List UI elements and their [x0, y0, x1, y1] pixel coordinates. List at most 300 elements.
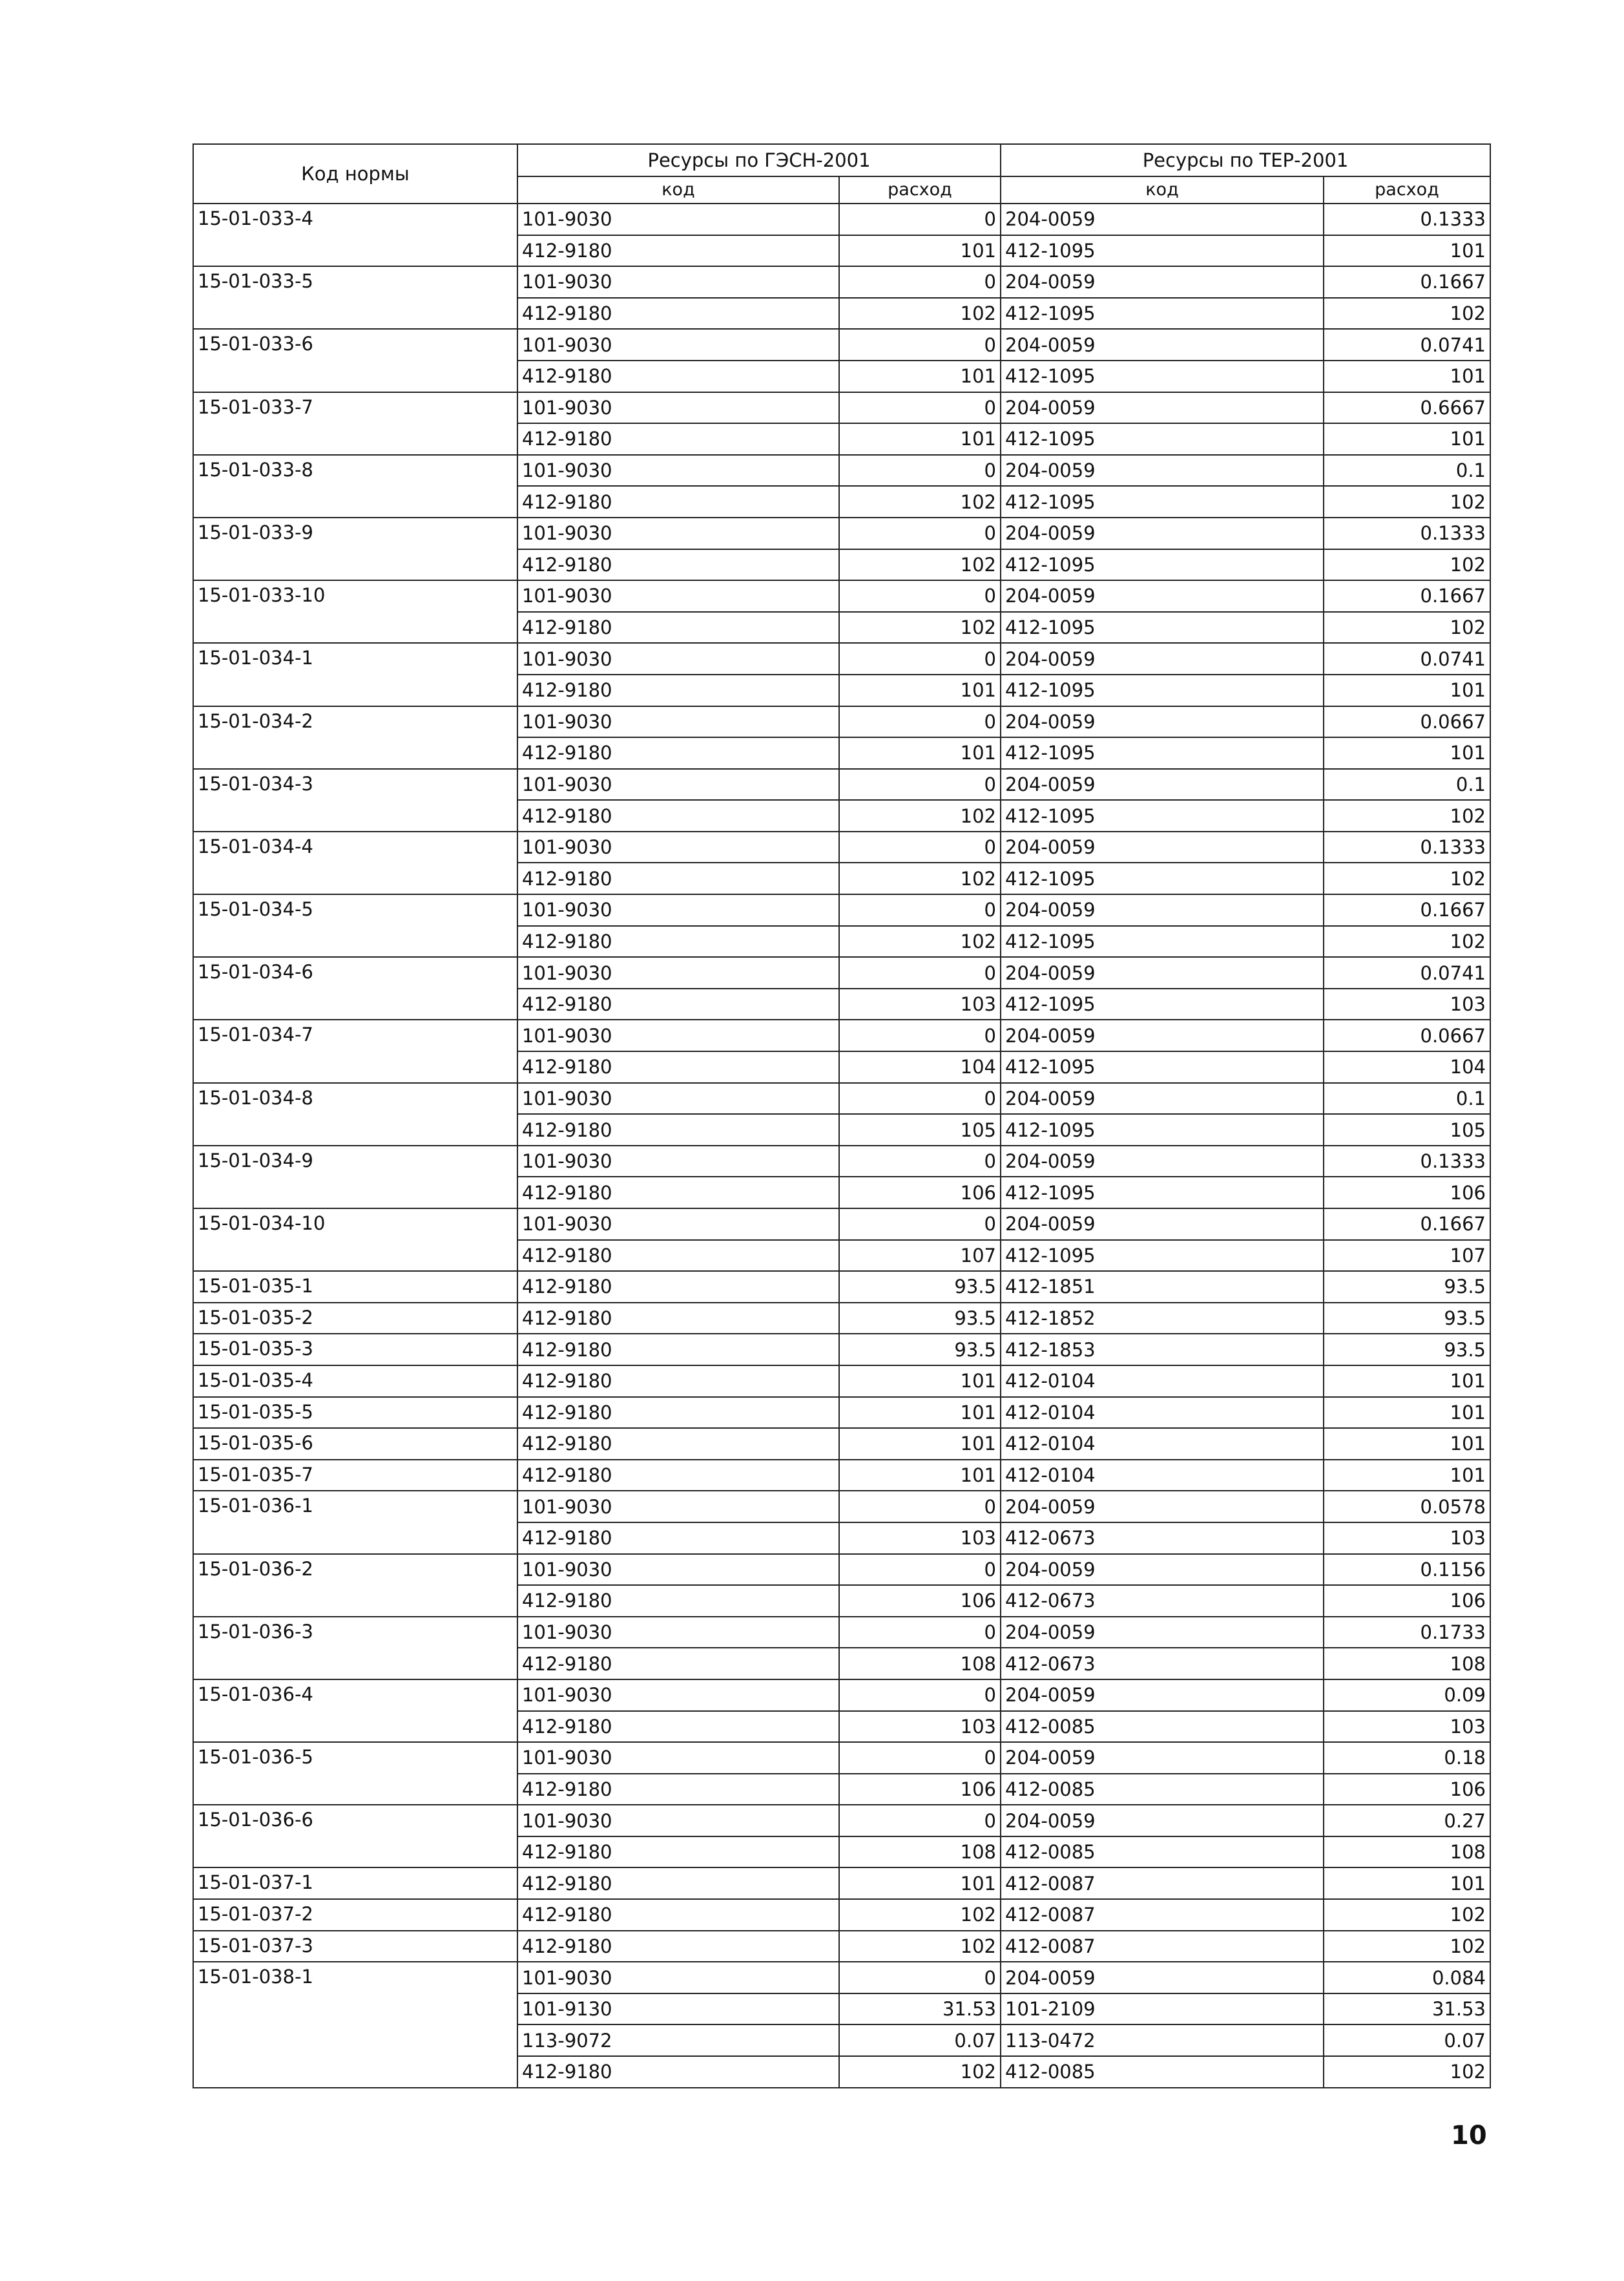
ter-consumption-cell: 105	[1324, 1114, 1490, 1146]
gesn-code-cell: 101-9030	[517, 1554, 839, 1586]
ter-code-cell: 204-0059	[1001, 266, 1324, 298]
ter-code-cell: 412-1095	[1001, 361, 1324, 392]
gesn-code-cell: 412-9180	[517, 423, 839, 455]
ter-consumption-cell: 0.1333	[1324, 832, 1490, 863]
table-row	[193, 1397, 1490, 1429]
gesn-consumption-cell: 108	[839, 1836, 1001, 1868]
gesn-consumption-cell: 0	[839, 1554, 1001, 1586]
ter-consumption-cell: 103	[1324, 989, 1490, 1020]
gesn-consumption-cell: 0	[839, 1146, 1001, 1177]
ter-consumption-cell: 0.6667	[1324, 392, 1490, 424]
table-row	[193, 1365, 1490, 1397]
ter-consumption-cell: 102	[1324, 486, 1490, 518]
gesn-consumption-cell: 101	[839, 361, 1001, 392]
ter-code-cell: 412-1095	[1001, 612, 1324, 644]
gesn-code-cell: 412-9180	[517, 1774, 839, 1805]
gesn-code-cell: 412-9180	[517, 1365, 839, 1397]
gesn-code-cell: 412-9180	[517, 549, 839, 581]
ter-code-cell: 204-0059	[1001, 329, 1324, 361]
ter-consumption-cell: 102	[1324, 863, 1490, 894]
gesn-code-cell: 101-9030	[517, 1083, 839, 1115]
ter-consumption-cell: 0.27	[1324, 1805, 1490, 1836]
ter-code-cell: 412-0673	[1001, 1648, 1324, 1679]
gesn-consumption-cell: 102	[839, 800, 1001, 832]
gesn-code-cell: 101-9030	[517, 1679, 839, 1711]
ter-consumption-header: расход	[1324, 176, 1490, 204]
ter-code-cell: 412-1095	[1001, 235, 1324, 267]
gesn-code-cell: 101-9030	[517, 957, 839, 989]
ter-consumption-cell: 101	[1324, 361, 1490, 392]
norm-code-cell: 15-01-036-5	[193, 1742, 517, 1805]
norm-code-cell: 15-01-034-9	[193, 1146, 517, 1208]
norm-code-cell: 15-01-034-8	[193, 1083, 517, 1146]
ter-code-cell: 204-0059	[1001, 204, 1324, 235]
ter-code-cell: 204-0059	[1001, 1617, 1324, 1648]
ter-consumption-cell: 0.1	[1324, 455, 1490, 487]
ter-consumption-cell: 104	[1324, 1051, 1490, 1083]
ter-code-cell: 412-0085	[1001, 1711, 1324, 1743]
norm-code-cell: 15-01-037-1	[193, 1867, 517, 1899]
ter-code-cell: 412-1095	[1001, 486, 1324, 518]
ter-consumption-cell: 0.1667	[1324, 266, 1490, 298]
gesn-code-cell: 101-9030	[517, 706, 839, 738]
ter-consumption-cell: 0.1667	[1324, 580, 1490, 612]
ter-consumption-cell: 101	[1324, 737, 1490, 769]
table-row	[193, 832, 1490, 863]
gesn-consumption-cell: 0	[839, 643, 1001, 675]
norm-code-cell: 15-01-034-4	[193, 832, 517, 894]
table-row	[193, 266, 1490, 298]
norm-code-cell: 15-01-034-10	[193, 1208, 517, 1271]
ter-consumption-cell: 93.5	[1324, 1271, 1490, 1303]
ter-consumption-cell: 0.0741	[1324, 643, 1490, 675]
gesn-consumption-cell: 101	[839, 1365, 1001, 1397]
gesn-consumption-cell: 101	[839, 423, 1001, 455]
gesn-consumption-cell: 93.5	[839, 1334, 1001, 1365]
ter-code-cell: 204-0059	[1001, 455, 1324, 487]
table-row	[193, 204, 1490, 235]
ter-consumption-cell: 0.0667	[1324, 1020, 1490, 1051]
gesn-code-cell: 412-9180	[517, 737, 839, 769]
table-row	[193, 957, 1490, 989]
norm-code-cell: 15-01-034-6	[193, 957, 517, 1020]
ter-consumption-cell: 102	[1324, 549, 1490, 581]
ter-code-cell: 101-2109	[1001, 1993, 1324, 2025]
norm-code-cell: 15-01-038-1	[193, 1962, 517, 2087]
ter-code-cell: 204-0059	[1001, 706, 1324, 738]
norm-code-cell: 15-01-035-4	[193, 1365, 517, 1397]
table-row	[193, 1334, 1490, 1365]
gesn-code-cell: 412-9180	[517, 1899, 839, 1931]
norm-code-cell: 15-01-036-3	[193, 1617, 517, 1679]
gesn-code-header: код	[517, 176, 839, 204]
table-row	[193, 1271, 1490, 1303]
gesn-consumption-cell: 0	[839, 580, 1001, 612]
gesn-code-cell: 412-9180	[517, 1334, 839, 1365]
gesn-code-cell: 412-9180	[517, 2056, 839, 2088]
ter-consumption-cell: 107	[1324, 1240, 1490, 1272]
gesn-consumption-cell: 0	[839, 392, 1001, 424]
ter-code-cell: 204-0059	[1001, 1679, 1324, 1711]
gesn-code-cell: 412-9180	[517, 1051, 839, 1083]
ter-code-cell: 412-1095	[1001, 989, 1324, 1020]
norm-code-cell: 15-01-033-5	[193, 266, 517, 329]
ter-consumption-cell: 102	[1324, 800, 1490, 832]
ter-header: Ресурсы по ТЕР-2001	[1001, 144, 1490, 176]
table-row	[193, 1742, 1490, 1774]
ter-code-cell: 412-1095	[1001, 298, 1324, 330]
gesn-code-cell: 101-9030	[517, 1742, 839, 1774]
table-row	[193, 1679, 1490, 1711]
ter-code-cell: 412-0085	[1001, 1774, 1324, 1805]
ter-code-cell: 204-0059	[1001, 580, 1324, 612]
table-row	[193, 1460, 1490, 1491]
gesn-code-cell: 101-9030	[517, 204, 839, 235]
ter-consumption-cell: 0.1333	[1324, 1146, 1490, 1177]
ter-code-cell: 412-1095	[1001, 800, 1324, 832]
ter-code-cell: 204-0059	[1001, 769, 1324, 801]
gesn-code-cell: 101-9030	[517, 580, 839, 612]
gesn-code-cell: 412-9180	[517, 989, 839, 1020]
gesn-consumption-cell: 103	[839, 1522, 1001, 1554]
norm-code-cell: 15-01-035-2	[193, 1303, 517, 1334]
ter-consumption-cell: 0.09	[1324, 1679, 1490, 1711]
table-row	[193, 518, 1490, 549]
norm-code-cell: 15-01-037-3	[193, 1931, 517, 1962]
gesn-code-cell: 101-9030	[517, 1146, 839, 1177]
norm-code-cell: 15-01-036-4	[193, 1679, 517, 1742]
ter-consumption-cell: 0.084	[1324, 1962, 1490, 1993]
gesn-consumption-cell: 101	[839, 1397, 1001, 1429]
table-row	[193, 455, 1490, 487]
gesn-code-cell: 412-9180	[517, 1271, 839, 1303]
gesn-code-cell: 412-9180	[517, 1177, 839, 1208]
ter-consumption-cell: 0.0667	[1324, 706, 1490, 738]
gesn-code-cell: 412-9180	[517, 1397, 839, 1429]
gesn-consumption-cell: 0	[839, 832, 1001, 863]
ter-code-cell: 412-1851	[1001, 1271, 1324, 1303]
ter-consumption-cell: 106	[1324, 1177, 1490, 1208]
ter-consumption-cell: 102	[1324, 926, 1490, 958]
gesn-code-cell: 101-9030	[517, 1805, 839, 1836]
table-row	[193, 1554, 1490, 1586]
gesn-consumption-cell: 0	[839, 1491, 1001, 1522]
ter-code-cell: 204-0059	[1001, 1742, 1324, 1774]
gesn-code-cell: 412-9180	[517, 1303, 839, 1334]
norm-code-cell: 15-01-033-9	[193, 518, 517, 580]
gesn-code-cell: 412-9180	[517, 1114, 839, 1146]
gesn-code-cell: 101-9030	[517, 329, 839, 361]
norm-code-cell: 15-01-036-2	[193, 1554, 517, 1617]
gesn-code-cell: 412-9180	[517, 1240, 839, 1272]
gesn-consumption-cell: 102	[839, 486, 1001, 518]
gesn-consumption-cell: 101	[839, 1867, 1001, 1899]
table-row	[193, 1899, 1490, 1931]
gesn-consumption-cell: 0	[839, 769, 1001, 801]
ter-code-cell: 204-0059	[1001, 643, 1324, 675]
gesn-code-cell: 412-9180	[517, 863, 839, 894]
gesn-consumption-cell: 0	[839, 204, 1001, 235]
ter-consumption-cell: 0.1667	[1324, 894, 1490, 926]
ter-code-cell: 412-1095	[1001, 1177, 1324, 1208]
page-number: 10	[1451, 2121, 1487, 2150]
gesn-consumption-cell: 0.07	[839, 2024, 1001, 2056]
gesn-consumption-cell: 103	[839, 989, 1001, 1020]
gesn-code-cell: 101-9030	[517, 266, 839, 298]
norm-code-cell: 15-01-035-1	[193, 1271, 517, 1303]
ter-consumption-cell: 93.5	[1324, 1334, 1490, 1365]
gesn-code-cell: 101-9030	[517, 643, 839, 675]
header-row	[193, 144, 1490, 176]
gesn-consumption-cell: 103	[839, 1711, 1001, 1743]
ter-code-cell: 204-0059	[1001, 1146, 1324, 1177]
norm-code-cell: 15-01-035-5	[193, 1397, 517, 1429]
table-row	[193, 643, 1490, 675]
gesn-consumption-cell: 102	[839, 549, 1001, 581]
gesn-consumption-cell: 102	[839, 298, 1001, 330]
ter-consumption-cell: 101	[1324, 1428, 1490, 1460]
table-row	[193, 894, 1490, 926]
ter-consumption-cell: 101	[1324, 1867, 1490, 1899]
table-row	[193, 1020, 1490, 1051]
ter-consumption-cell: 108	[1324, 1648, 1490, 1679]
gesn-consumption-cell: 106	[839, 1585, 1001, 1617]
gesn-consumption-cell: 107	[839, 1240, 1001, 1272]
gesn-code-cell: 101-9030	[517, 1617, 839, 1648]
ter-code-cell: 412-1095	[1001, 737, 1324, 769]
gesn-code-cell: 412-9180	[517, 1648, 839, 1679]
table-row	[193, 1617, 1490, 1648]
gesn-consumption-cell: 106	[839, 1774, 1001, 1805]
gesn-code-cell: 412-9180	[517, 1522, 839, 1554]
ter-consumption-cell: 101	[1324, 675, 1490, 706]
table-row	[193, 769, 1490, 801]
ter-consumption-cell: 101	[1324, 423, 1490, 455]
ter-code-cell: 412-0104	[1001, 1428, 1324, 1460]
ter-code-cell: 204-0059	[1001, 1491, 1324, 1522]
ter-consumption-cell: 101	[1324, 235, 1490, 267]
ter-code-cell: 412-1095	[1001, 1114, 1324, 1146]
norm-code-cell: 15-01-034-5	[193, 894, 517, 957]
gesn-consumption-cell: 93.5	[839, 1271, 1001, 1303]
ter-code-cell: 412-0104	[1001, 1365, 1324, 1397]
ter-code-cell: 412-1095	[1001, 863, 1324, 894]
table-row	[193, 329, 1490, 361]
gesn-code-cell: 101-9030	[517, 1491, 839, 1522]
ter-consumption-cell: 102	[1324, 1899, 1490, 1931]
gesn-consumption-cell: 101	[839, 737, 1001, 769]
ter-code-cell: 412-0087	[1001, 1867, 1324, 1899]
gesn-code-cell: 101-9030	[517, 832, 839, 863]
gesn-consumption-cell: 0	[839, 894, 1001, 926]
ter-code-cell: 412-1853	[1001, 1334, 1324, 1365]
gesn-code-cell: 101-9030	[517, 392, 839, 424]
ter-consumption-cell: 0.1	[1324, 769, 1490, 801]
ter-consumption-cell: 31.53	[1324, 1993, 1490, 2025]
table-row	[193, 1931, 1490, 1962]
ter-code-cell: 412-1095	[1001, 1240, 1324, 1272]
gesn-code-cell: 101-9030	[517, 518, 839, 549]
norm-code-header: Код нормы	[193, 144, 517, 204]
ter-consumption-cell: 0.0741	[1324, 957, 1490, 989]
ter-code-cell: 412-1095	[1001, 1051, 1324, 1083]
table-row	[193, 1491, 1490, 1522]
ter-consumption-cell: 101	[1324, 1397, 1490, 1429]
gesn-consumption-cell: 0	[839, 1742, 1001, 1774]
ter-consumption-cell: 0.1	[1324, 1083, 1490, 1115]
gesn-code-cell: 412-9180	[517, 926, 839, 958]
ter-code-cell: 412-1095	[1001, 926, 1324, 958]
gesn-consumption-cell: 93.5	[839, 1303, 1001, 1334]
ter-code-cell: 204-0059	[1001, 894, 1324, 926]
gesn-consumption-cell: 0	[839, 957, 1001, 989]
table-row	[193, 580, 1490, 612]
ter-code-cell: 412-0085	[1001, 1836, 1324, 1868]
gesn-consumption-cell: 102	[839, 863, 1001, 894]
table-row	[193, 1805, 1490, 1836]
gesn-consumption-cell: 0	[839, 1617, 1001, 1648]
gesn-consumption-cell: 31.53	[839, 1993, 1001, 2025]
ter-code-cell: 412-0104	[1001, 1460, 1324, 1491]
gesn-code-cell: 412-9180	[517, 1931, 839, 1962]
gesn-consumption-cell: 102	[839, 612, 1001, 644]
table-row	[193, 1962, 1490, 1993]
table-row	[193, 706, 1490, 738]
ter-consumption-cell: 106	[1324, 1774, 1490, 1805]
table-row	[193, 1146, 1490, 1177]
ter-code-cell: 204-0059	[1001, 1554, 1324, 1586]
table-row	[193, 392, 1490, 424]
norm-code-cell: 15-01-033-7	[193, 392, 517, 455]
norm-code-cell: 15-01-034-7	[193, 1020, 517, 1082]
gesn-code-cell: 412-9180	[517, 612, 839, 644]
gesn-consumption-cell: 101	[839, 1428, 1001, 1460]
ter-consumption-cell: 102	[1324, 612, 1490, 644]
gesn-code-cell: 101-9030	[517, 1208, 839, 1240]
gesn-code-cell: 101-9030	[517, 769, 839, 801]
gesn-consumption-cell: 0	[839, 1020, 1001, 1051]
ter-consumption-cell: 0.1333	[1324, 204, 1490, 235]
gesn-code-cell: 412-9180	[517, 235, 839, 267]
gesn-consumption-cell: 0	[839, 329, 1001, 361]
norm-code-cell: 15-01-034-1	[193, 643, 517, 706]
ter-consumption-cell: 0.1733	[1324, 1617, 1490, 1648]
gesn-consumption-cell: 0	[839, 1962, 1001, 1993]
gesn-code-cell: 412-9180	[517, 1836, 839, 1868]
table-body	[193, 204, 1490, 2088]
ter-code-cell: 204-0059	[1001, 1020, 1324, 1051]
gesn-code-cell: 101-9030	[517, 894, 839, 926]
ter-consumption-cell: 0.0578	[1324, 1491, 1490, 1522]
ter-consumption-cell: 0.1156	[1324, 1554, 1490, 1586]
gesn-consumption-cell: 0	[839, 706, 1001, 738]
gesn-consumption-cell: 0	[839, 1208, 1001, 1240]
ter-code-cell: 204-0059	[1001, 1805, 1324, 1836]
ter-code-cell: 412-1095	[1001, 423, 1324, 455]
norm-code-cell: 15-01-033-6	[193, 329, 517, 392]
gesn-consumption-cell: 0	[839, 518, 1001, 549]
gesn-code-cell: 101-9130	[517, 1993, 839, 2025]
gesn-code-cell: 412-9180	[517, 1428, 839, 1460]
table-row	[193, 1208, 1490, 1240]
norm-code-cell: 15-01-035-3	[193, 1334, 517, 1365]
norm-code-cell: 15-01-036-1	[193, 1491, 517, 1553]
ter-code-cell: 412-0673	[1001, 1522, 1324, 1554]
gesn-code-cell: 101-9030	[517, 455, 839, 487]
norm-code-cell: 15-01-033-8	[193, 455, 517, 518]
gesn-consumption-cell: 106	[839, 1177, 1001, 1208]
ter-code-cell: 412-0085	[1001, 2056, 1324, 2088]
ter-code-cell: 412-0104	[1001, 1397, 1324, 1429]
ter-code-cell: 412-1095	[1001, 675, 1324, 706]
ter-code-cell: 204-0059	[1001, 1208, 1324, 1240]
gesn-consumption-cell: 0	[839, 1805, 1001, 1836]
gesn-code-cell: 412-9180	[517, 486, 839, 518]
table-row	[193, 1083, 1490, 1115]
ter-consumption-cell: 101	[1324, 1365, 1490, 1397]
ter-code-cell: 204-0059	[1001, 392, 1324, 424]
ter-consumption-cell: 106	[1324, 1585, 1490, 1617]
ter-consumption-cell: 0.18	[1324, 1742, 1490, 1774]
ter-code-cell: 113-0472	[1001, 2024, 1324, 2056]
ter-code-cell: 412-0673	[1001, 1585, 1324, 1617]
ter-consumption-cell: 108	[1324, 1836, 1490, 1868]
ter-consumption-cell: 102	[1324, 2056, 1490, 2088]
ter-code-cell: 412-1095	[1001, 549, 1324, 581]
gesn-code-cell: 412-9180	[517, 675, 839, 706]
ter-consumption-cell: 0.0741	[1324, 329, 1490, 361]
gesn-consumption-cell: 101	[839, 675, 1001, 706]
ter-consumption-cell: 0.07	[1324, 2024, 1490, 2056]
gesn-consumption-cell: 0	[839, 266, 1001, 298]
gesn-consumption-cell: 105	[839, 1114, 1001, 1146]
ter-code-cell: 204-0059	[1001, 518, 1324, 549]
gesn-consumption-cell: 104	[839, 1051, 1001, 1083]
gesn-code-cell: 101-9030	[517, 1020, 839, 1051]
norm-code-cell: 15-01-035-7	[193, 1460, 517, 1491]
ter-code-cell: 412-0087	[1001, 1899, 1324, 1931]
ter-consumption-cell: 102	[1324, 1931, 1490, 1962]
ter-consumption-cell: 0.1333	[1324, 518, 1490, 549]
ter-code-cell: 412-0087	[1001, 1931, 1324, 1962]
gesn-code-cell: 412-9180	[517, 298, 839, 330]
norm-code-cell: 15-01-034-2	[193, 706, 517, 769]
ter-consumption-cell: 101	[1324, 1460, 1490, 1491]
table-row	[193, 1428, 1490, 1460]
gesn-code-cell: 412-9180	[517, 361, 839, 392]
norm-code-cell: 15-01-037-2	[193, 1899, 517, 1931]
gesn-consumption-cell: 0	[839, 455, 1001, 487]
ter-consumption-cell: 103	[1324, 1522, 1490, 1554]
gesn-consumption-cell: 108	[839, 1648, 1001, 1679]
gesn-code-cell: 412-9180	[517, 1711, 839, 1743]
gesn-consumption-cell: 102	[839, 2056, 1001, 2088]
ter-code-cell: 412-1852	[1001, 1303, 1324, 1334]
ter-consumption-cell: 0.1667	[1324, 1208, 1490, 1240]
gesn-header: Ресурсы по ГЭСН-2001	[517, 144, 1001, 176]
gesn-consumption-cell: 0	[839, 1679, 1001, 1711]
norm-code-cell: 15-01-036-6	[193, 1805, 517, 1867]
gesn-consumption-cell: 101	[839, 1460, 1001, 1491]
gesn-consumption-cell: 101	[839, 235, 1001, 267]
gesn-consumption-cell: 102	[839, 1899, 1001, 1931]
gesn-code-cell: 412-9180	[517, 1867, 839, 1899]
gesn-consumption-cell: 102	[839, 1931, 1001, 1962]
ter-code-cell: 204-0059	[1001, 1962, 1324, 1993]
gesn-code-cell: 101-9030	[517, 1962, 839, 1993]
resource-table	[193, 143, 1491, 2088]
norm-code-cell: 15-01-035-6	[193, 1428, 517, 1460]
